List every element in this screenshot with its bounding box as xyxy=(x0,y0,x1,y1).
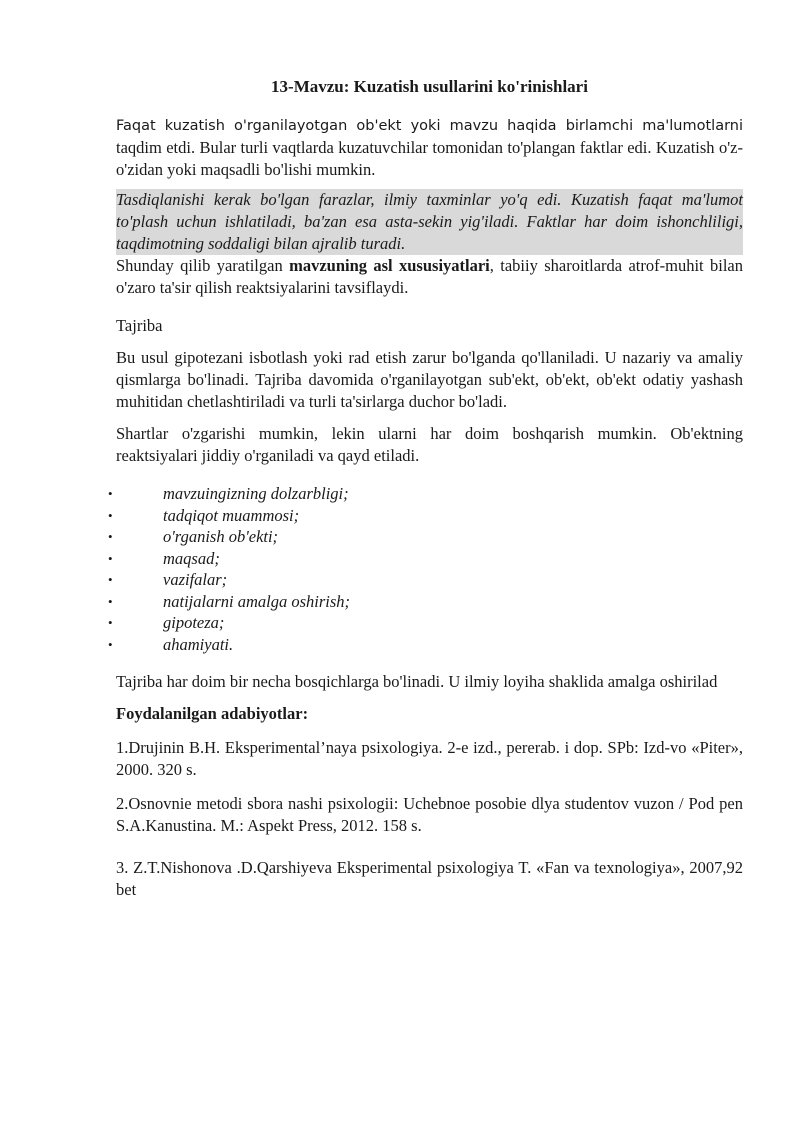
characteristics-text-start: Shunday qilib yaratilgan xyxy=(116,256,290,275)
reference-item-1: 1.Drujinin B.H. Eksperimental’naya psixologiya. 2-e izd., pererab. i dop. SPb: Izd-vo «Piter», 2000. 320 s. xyxy=(116,738,743,779)
bullet-icon: • xyxy=(108,529,113,544)
bullet-icon: • xyxy=(108,572,113,587)
reference-item-3: 3. Z.T.Nishonova .D.Qarshiyeva Eksperimental psixologiya T. «Fan va texnologiya», 2007,92 bet xyxy=(116,858,743,899)
list-item-text: o'rganish ob'ekti; xyxy=(163,527,279,546)
body-paragraph-2: Shartlar o'zgarishi mumkin, lekin ularni har doim boshqarish mumkin. Ob'ektning reaktsiyalari jiddiy o'rganiladi va qayd etiladi. xyxy=(116,424,743,465)
list-item xyxy=(108,548,743,570)
list-item xyxy=(108,591,743,613)
bullet-icon: • xyxy=(108,636,113,652)
list-item xyxy=(108,483,743,505)
reference-item-2: 2.Osnovnie metodi sbora nashi psixologii: Uchebnoe posobie dlya studentov vuzon / Pod pen S.A.Kanustina. M.: Aspekt Press, 2012. 158 s. xyxy=(116,794,743,835)
bullet-icon: • xyxy=(108,615,113,630)
characteristics-text-end: , tabiiy sharoitlarda atrof-muhit bilan o'zaro ta'sir qilish reaktsiyalarini tavsiflaydi. xyxy=(116,256,743,297)
bullet-icon: • xyxy=(108,550,113,566)
intro-serif-text: taqdim etdi. Bular turli vaqtlarda kuzatuvchilar tomonidan to'plangan faktlar edi. Kuzatish o'z-o'zidan yoki maqsadli bo'lishi mumkin. xyxy=(116,138,743,179)
intro-sans-text: Faqat kuzatish o'rganilayotgan ob'ekt yoki mavzu haqida birlamchi ma'lumotlarni xyxy=(116,118,743,134)
list-item-text: tadqiqot muammosi; xyxy=(163,505,300,525)
intro-paragraph xyxy=(116,114,743,181)
body-paragraph-1: Bu usul gipotezani isbotlash yoki rad etish zarur bo'lganda qo'llaniladi. U nazariy va amaliy qismlarga bo'linadi. Tajriba davomida o'rganilayotgan sub'ekt, ob'ekt, ob'ekt odatiy yashash muhitidan chetlashtiriladi va turli ta'sirlarga duchor bo'ladi. xyxy=(116,348,743,411)
bullet-icon: • xyxy=(108,486,113,501)
list-item-text: vazifalar; xyxy=(163,570,228,589)
list-item-text: mavzuingizning dolzarbligi; xyxy=(163,484,349,503)
closing-paragraph: Tajriba har doim bir necha bosqichlarga bo'linadi. U ilmiy loyiha shaklida amalga oshirilad xyxy=(116,672,718,691)
bullet-icon: • xyxy=(108,593,113,609)
document-title: 13-Mavzu: Kuzatish usullarini ko'rinishlari xyxy=(271,77,588,96)
highlighted-paragraph: Tasdiqlanishi kerak bo'lgan farazlar, ilmiy taxminlar yo'q edi. Kuzatish faqat ma'lumot to'plash uchun ishlatiladi, ba'zan esa asta-sekin yig'iladi. Faktlar har doim ishonchliligi, taqdimotning soddaligi bilan ajralib turadi. xyxy=(116,190,743,253)
bullet-list xyxy=(108,483,743,655)
list-item-text: natijalarni amalga oshirish; xyxy=(163,591,351,611)
list-item xyxy=(108,505,743,527)
list-item xyxy=(108,612,743,634)
list-item xyxy=(108,634,743,656)
list-item-text: ahamiyati. xyxy=(163,634,234,654)
references-title: Foydalanilgan adabiyotlar: xyxy=(116,704,309,723)
list-item xyxy=(108,569,743,591)
characteristics-bold-text: mavzuning asl xususiyatlari xyxy=(289,256,490,275)
section-heading-tajriba: Tajriba xyxy=(116,316,163,335)
document-page xyxy=(108,76,743,913)
list-item xyxy=(108,526,743,548)
characteristics-paragraph xyxy=(116,255,743,299)
list-item-text: gipoteza; xyxy=(163,613,225,632)
list-item-text: maqsad; xyxy=(163,548,220,568)
bullet-icon: • xyxy=(108,507,113,523)
